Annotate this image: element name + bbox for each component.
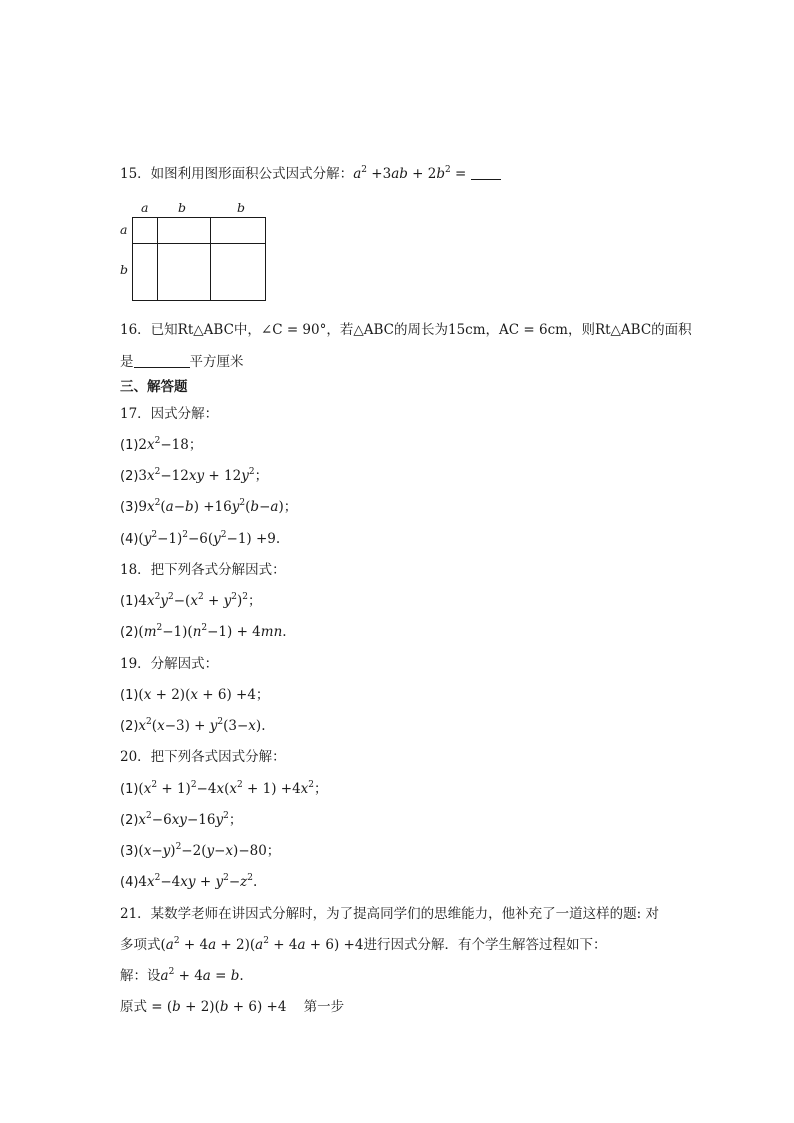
question-21-line-4: 原式 = (b + 2)(b + 6) +4 第一步 xyxy=(120,999,345,1015)
question-20-part-1: $(1)(x^2 + 1)^2-4x(x^2 + 1) +4x^2$； xyxy=(120,780,328,797)
figure-label-top-a: a xyxy=(141,200,149,215)
figure-divider-vertical-2 xyxy=(210,218,211,300)
answer-blank[interactable] xyxy=(471,165,501,180)
question-17-part-1: $(1)2x^2-18$； xyxy=(120,436,203,453)
answer-blank[interactable] xyxy=(134,353,190,368)
question-18-part-1: $(1)4x^2y^2-(x^2 + y^2)^2$； xyxy=(120,592,262,609)
question-15 xyxy=(120,164,501,184)
step-label: 第一步 xyxy=(303,999,345,1015)
question-19-part-1: (1)(x + 2)(x + 6) +4； xyxy=(120,687,270,703)
question-21-line-2: 多项式$(a^2 + 4a + 2)(a^2 + 4a + 6) +4$进行因式分解．有个学生解答过程如下： xyxy=(120,936,607,953)
question-20-part-2: $(2)x^2-6xy-16y^2$； xyxy=(120,811,243,828)
figure-label-left-b: b xyxy=(120,262,129,277)
question-18-part-2: $(2)(m^2-1)(n^2-1) + 4mn$. xyxy=(120,623,287,640)
question-17-title: 17．因式分解： xyxy=(120,406,219,422)
question-16-line-1: 16．已知Rt△ABC中，∠C = 90°，若△ABC的周长为15cm，AC = 6cm，则Rt△ABC的面积 xyxy=(120,322,692,338)
question-18-title: 18．把下列各式分解因式： xyxy=(120,562,286,578)
question-17-part-4: $(4)(y^2-1)^2-6(y^2-1) +9$. xyxy=(120,530,281,547)
figure-divider-horizontal xyxy=(133,243,265,244)
figure-divider-vertical-1 xyxy=(157,218,158,300)
question-20-part-3: $(3)(x-y)^2-2(y-x)-80$； xyxy=(120,842,281,859)
question-19-title: 19．分解因式： xyxy=(120,656,219,672)
area-figure xyxy=(118,200,278,304)
question-15-expression: $a^2 +3ab + 2b^2$ = xyxy=(353,165,471,182)
figure-rectangle xyxy=(132,217,266,301)
question-20-part-4: $(4)4x^2-4xy + y^2-z^2$. xyxy=(120,873,258,890)
question-16-line-2: 是 平方厘米 xyxy=(120,354,244,370)
figure-label-left-a: a xyxy=(120,222,128,237)
question-21-line-1: 21．某数学老师在讲因式分解时，为了提高同学们的思维能力，他补充了一道这样的题: 对 xyxy=(120,906,660,922)
question-19-part-2: $(2)x^2(x-3) + y^2(3-x)$. xyxy=(120,717,266,734)
figure-label-top-b1: b xyxy=(178,200,187,215)
question-20-title: 20．把下列各式因式分解： xyxy=(120,749,286,765)
question-17-part-2: $(2)3x^2-12xy + 12y^2$； xyxy=(120,467,269,484)
question-17-part-3: $(3)9x^2(a-b) +16y^2(b-a)$； xyxy=(120,498,298,515)
question-21-line-3: 解：设$a^2 + 4a = b$. xyxy=(120,967,244,984)
figure-label-top-b2: b xyxy=(237,200,246,215)
section-title: 三、解答题 xyxy=(120,379,188,395)
question-15-text: 15．如图利用图形面积公式因式分解： xyxy=(120,166,354,182)
